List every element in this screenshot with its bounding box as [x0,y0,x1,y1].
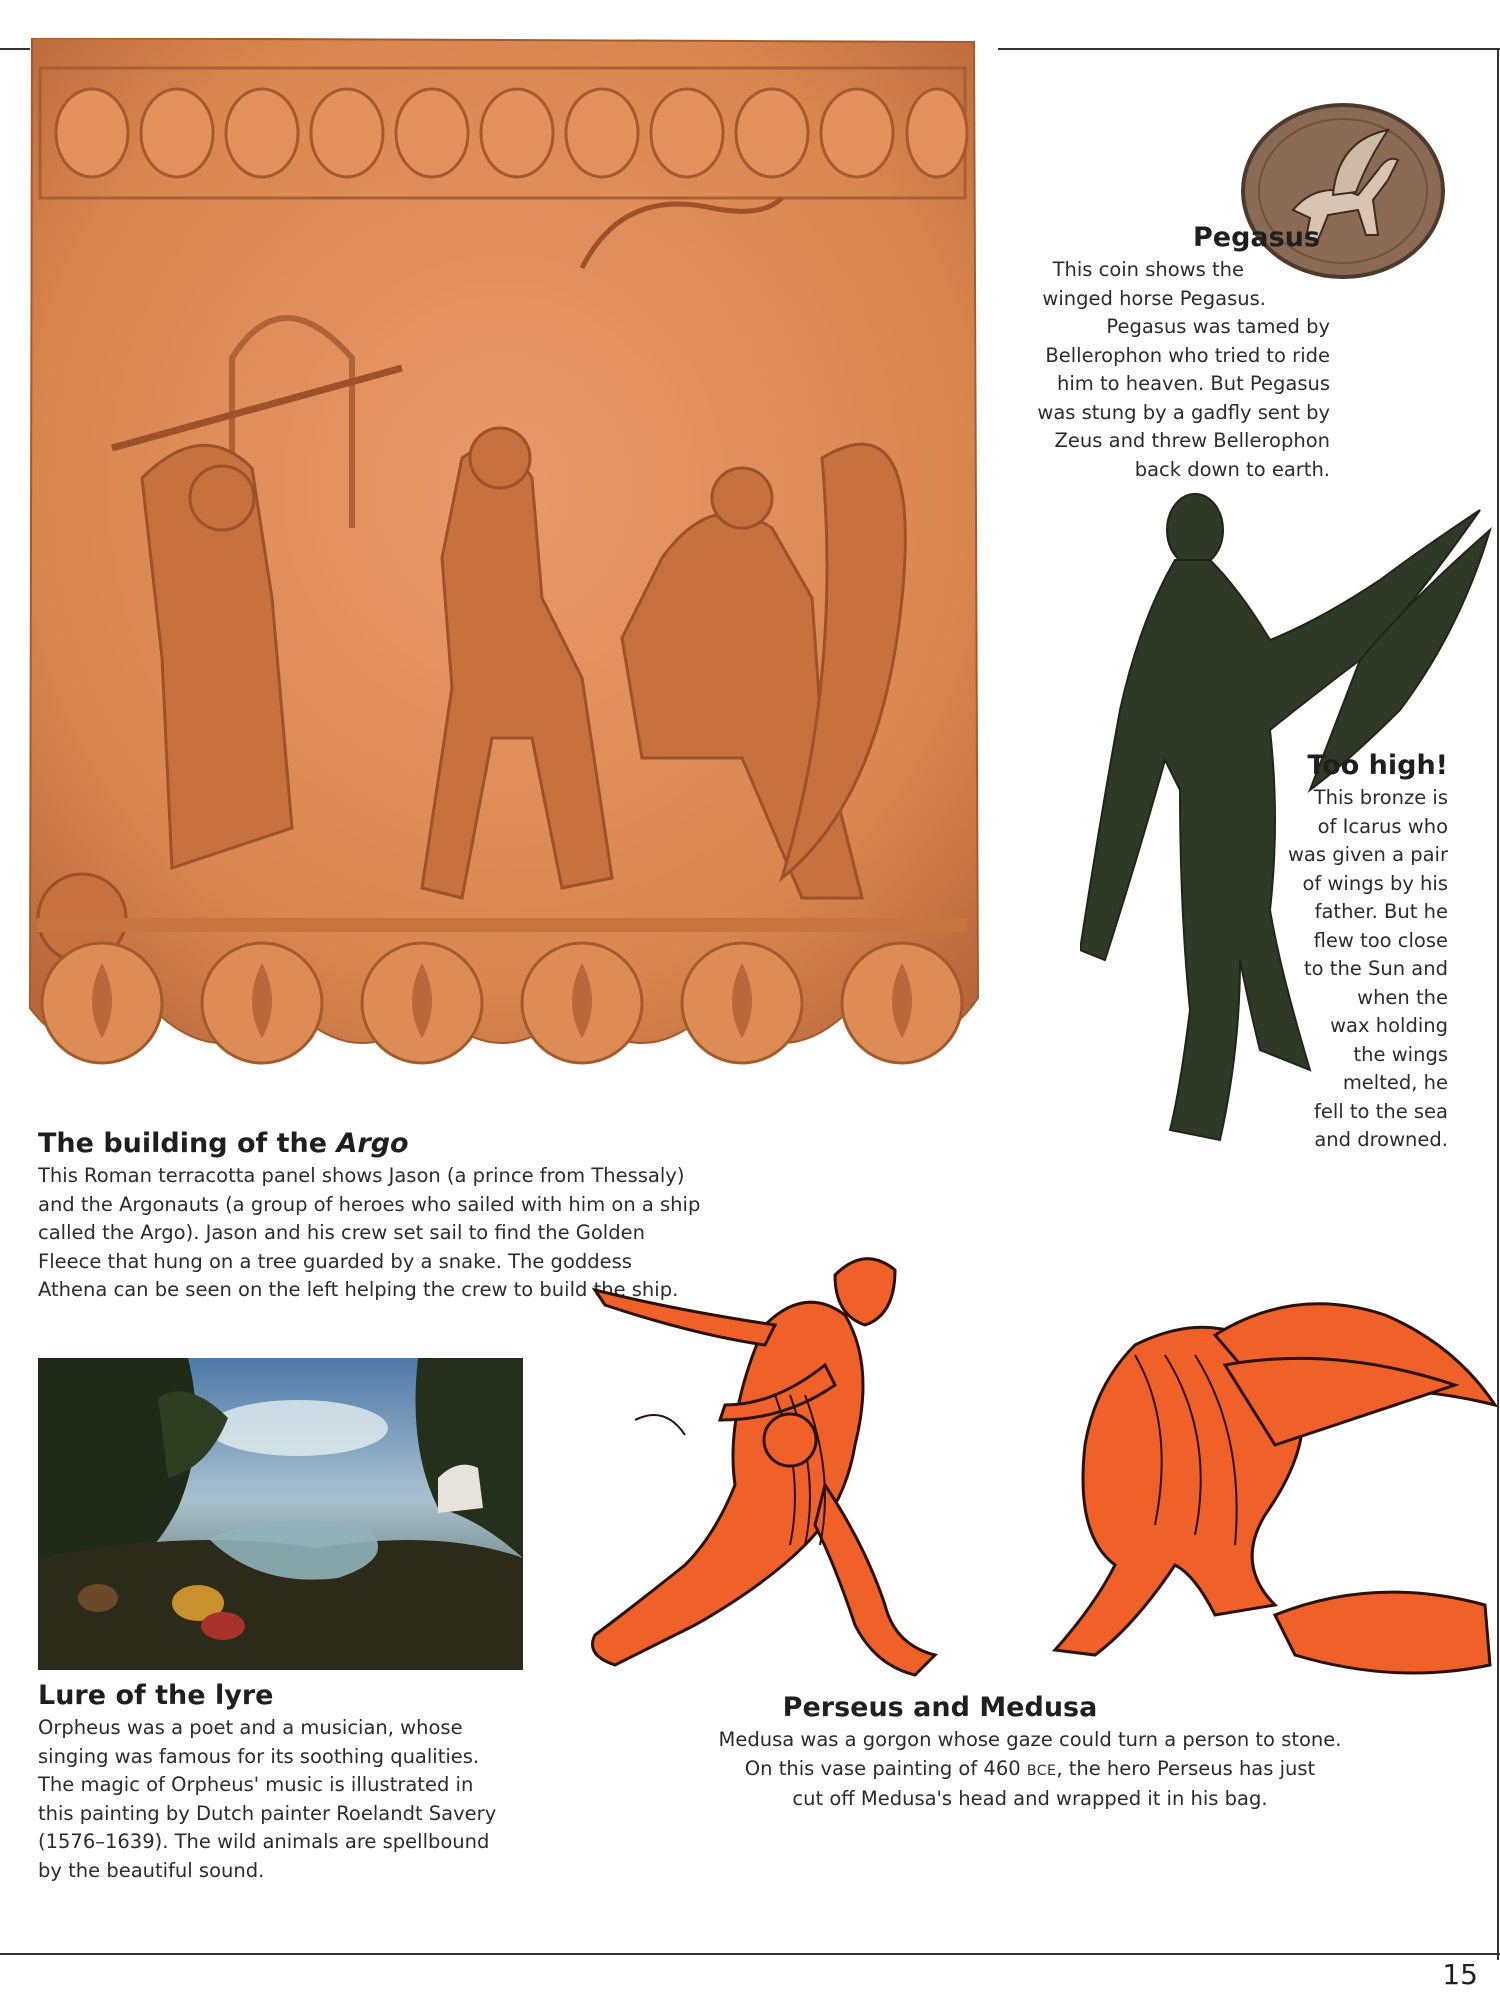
lyre-line: singing was famous for its soothing qualities. [38,1744,480,1768]
icarus-line: wax holding [1330,1014,1448,1037]
argo-line: This Roman terracotta panel shows Jason (a prince from Thessaly) [38,1164,685,1187]
icarus-line: to the Sun and [1304,957,1448,980]
icarus-line: when the [1357,985,1448,1009]
terracotta-panel-image [22,38,980,1118]
icarus-line: was given a pair [1287,843,1448,866]
pegasus-line: back down to earth. [1134,457,1330,481]
pegasus-line: Bellerophon who tried to ride [1045,343,1330,367]
orpheus-painting-image [38,1358,523,1670]
perseus-medusa-vase-image [575,1245,1500,1685]
lyre-line: this painting by Dutch painter Roelandt Savery [38,1801,497,1825]
lyre-title: Lure of the lyre [38,1680,274,1711]
icarus-line: of wings by his [1302,871,1448,895]
pegasus-caption [960,222,1330,484]
perseus-line-1: Medusa was a gorgon whose gaze could turn a person to stone. [718,1728,1342,1751]
pegasus-line: Zeus and threw Bellerophon [1054,429,1330,452]
icarus-line: flew too close [1313,928,1448,952]
era-abbreviation: BCE [1026,1762,1057,1779]
argo-line: and the Argonauts (a group of heroes who sailed with him on a ship [38,1192,701,1216]
lyre-caption [38,1680,558,1885]
bottom-rule [0,1953,1500,1955]
icarus-line: father. But he [1314,900,1448,923]
perseus-line-2: On this vase painting of 460 BCE, the hero Perseus has just [744,1756,1316,1780]
icarus-line: the wings [1353,1042,1448,1066]
icarus-line: of Icarus who [1317,814,1448,838]
pegasus-line: This coin shows the [1052,258,1244,281]
pegasus-line: winged horse Pegasus. [1042,286,1266,310]
icarus-line: This bronze is [1313,786,1448,809]
perseus-line-3: cut off Medusa's head and wrapped it in his bag. [792,1787,1268,1810]
lyre-line: Orpheus was a poet and a musician, whose [38,1716,463,1739]
lyre-line: (1576–1639). The wild animals are spellbound [38,1830,490,1853]
argo-title: The building of the Argo [38,1128,409,1159]
page-number: 15 [1442,1958,1478,1991]
perseus-title: Perseus and Medusa [782,1692,1098,1723]
lyre-line: The magic of Orpheus' music is illustrated in [38,1773,474,1796]
icarus-line: melted, he [1342,1071,1448,1094]
argo-line: Athena can be seen on the left helping the crew to build the ship. [38,1278,679,1301]
pegasus-line: Pegasus was tamed by [1106,315,1330,338]
argo-line: Fleece that hung on a tree guarded by a snake. The goddess [38,1249,632,1273]
perseus-caption [640,1692,1420,1814]
pegasus-line: was stung by a gadfly sent by [1037,400,1330,424]
icarus-title: Too high! [1307,750,1448,781]
icarus-line: fell to the sea [1314,1099,1448,1123]
argo-line: called the Argo). Jason and his crew set sail to find the Golden [38,1221,645,1244]
icarus-caption [1230,750,1448,1155]
icarus-line: and drowned. [1314,1128,1448,1151]
top-rule-right [998,48,1500,50]
pegasus-title: Pegasus [1192,222,1320,253]
pegasus-line: him to heaven. But Pegasus [1057,372,1330,395]
lyre-line: by the beautiful sound. [38,1858,265,1882]
